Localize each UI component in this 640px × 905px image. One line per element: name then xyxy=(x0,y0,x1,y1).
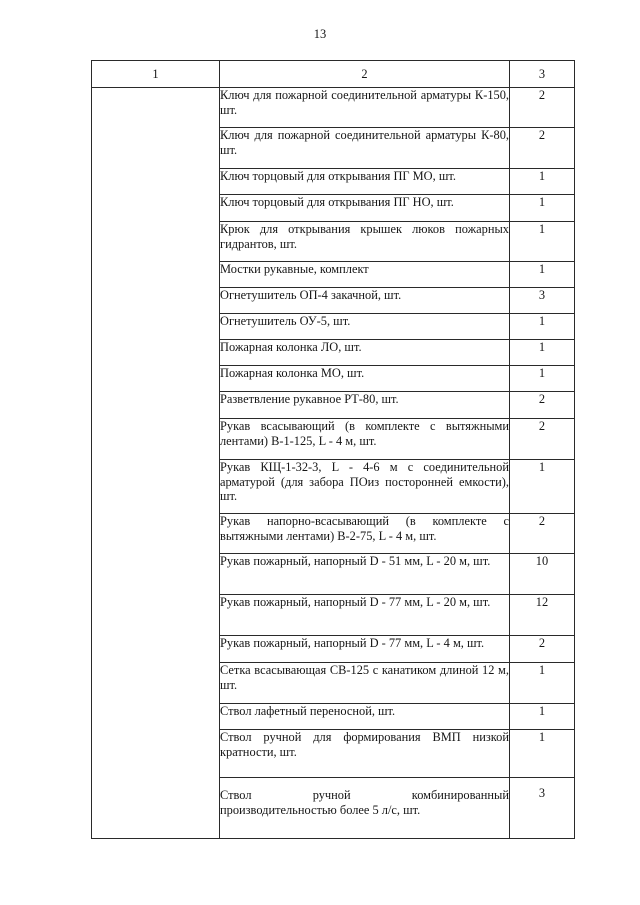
item-name: Рукав КЩ-1-32-3, L - 4-6 м с соединительной арматурой (для забора ПОиз посторонней емкости), шт. xyxy=(220,460,510,514)
item-qty: 2 xyxy=(510,128,575,169)
equipment-table xyxy=(91,60,575,839)
item-name: Пожарная колонка МО, шт. xyxy=(220,366,510,392)
item-qty: 2 xyxy=(510,392,575,419)
item-name: Огнетушитель ОП-4 закачной, шт. xyxy=(220,288,510,314)
item-name: Ствол ручной для формирования ВМП низкой кратности, шт. xyxy=(220,730,510,778)
item-name: Рукав пожарный, напорный D - 77 мм, L - 20 м, шт. xyxy=(220,595,510,636)
item-qty: 1 xyxy=(510,340,575,366)
item-name: Рукав всасывающий (в комплекте с вытяжными лентами) В-1-125, L - 4 м, шт. xyxy=(220,419,510,460)
item-name: Рукав пожарный, напорный D - 51 мм, L - 20 м, шт. xyxy=(220,554,510,595)
item-qty: 2 xyxy=(510,419,575,460)
table-header-row xyxy=(92,61,575,88)
item-name: Крюк для открывания крышек люков пожарных гидрантов, шт. xyxy=(220,222,510,262)
item-name: Ключ для пожарной соединительной арматуры К-80, шт. xyxy=(220,128,510,169)
item-qty: 1 xyxy=(510,460,575,514)
item-qty: 2 xyxy=(510,636,575,663)
item-qty: 10 xyxy=(510,554,575,595)
item-name: Ствол лафетный переносной, шт. xyxy=(220,704,510,730)
item-name: Огнетушитель ОУ-5, шт. xyxy=(220,314,510,340)
item-name: Ствол ручной комбинированный производительностью более 5 л/с, шт. xyxy=(220,778,510,839)
item-name: Сетка всасывающая СВ-125 с канатиком длиной 12 м, шт. xyxy=(220,663,510,704)
item-qty: 1 xyxy=(510,262,575,288)
item-qty: 1 xyxy=(510,663,575,704)
item-qty: 1 xyxy=(510,169,575,195)
item-name: Ключ торцовый для открывания ПГ МО, шт. xyxy=(220,169,510,195)
header-col-1: 1 xyxy=(92,61,220,88)
item-name: Рукав пожарный, напорный D - 77 мм, L - 4 м, шт. xyxy=(220,636,510,663)
item-name: Ключ торцовый для открывания ПГ НО, шт. xyxy=(220,195,510,222)
item-qty: 1 xyxy=(510,195,575,222)
empty-column-cell xyxy=(92,88,220,839)
header-col-3: 3 xyxy=(510,61,575,88)
item-qty: 12 xyxy=(510,595,575,636)
item-qty: 2 xyxy=(510,514,575,554)
item-qty: 3 xyxy=(510,778,575,839)
item-qty: 1 xyxy=(510,222,575,262)
item-qty: 1 xyxy=(510,366,575,392)
table-row xyxy=(92,88,575,128)
item-qty: 1 xyxy=(510,704,575,730)
header-col-2: 2 xyxy=(220,61,510,88)
item-qty: 1 xyxy=(510,314,575,340)
item-name: Мостки рукавные, комплект xyxy=(220,262,510,288)
item-qty: 3 xyxy=(510,288,575,314)
item-name: Рукав напорно-всасывающий (в комплекте с вытяжными лентами) В-2-75, L - 4 м, шт. xyxy=(220,514,510,554)
item-qty: 1 xyxy=(510,730,575,778)
item-name: Пожарная колонка ЛО, шт. xyxy=(220,340,510,366)
page-number: 13 xyxy=(313,27,327,41)
item-name: Разветвление рукавное РТ-80, шт. xyxy=(220,392,510,419)
item-qty: 2 xyxy=(510,88,575,128)
item-name: Ключ для пожарной соединительной арматуры К-150, шт. xyxy=(220,88,510,128)
